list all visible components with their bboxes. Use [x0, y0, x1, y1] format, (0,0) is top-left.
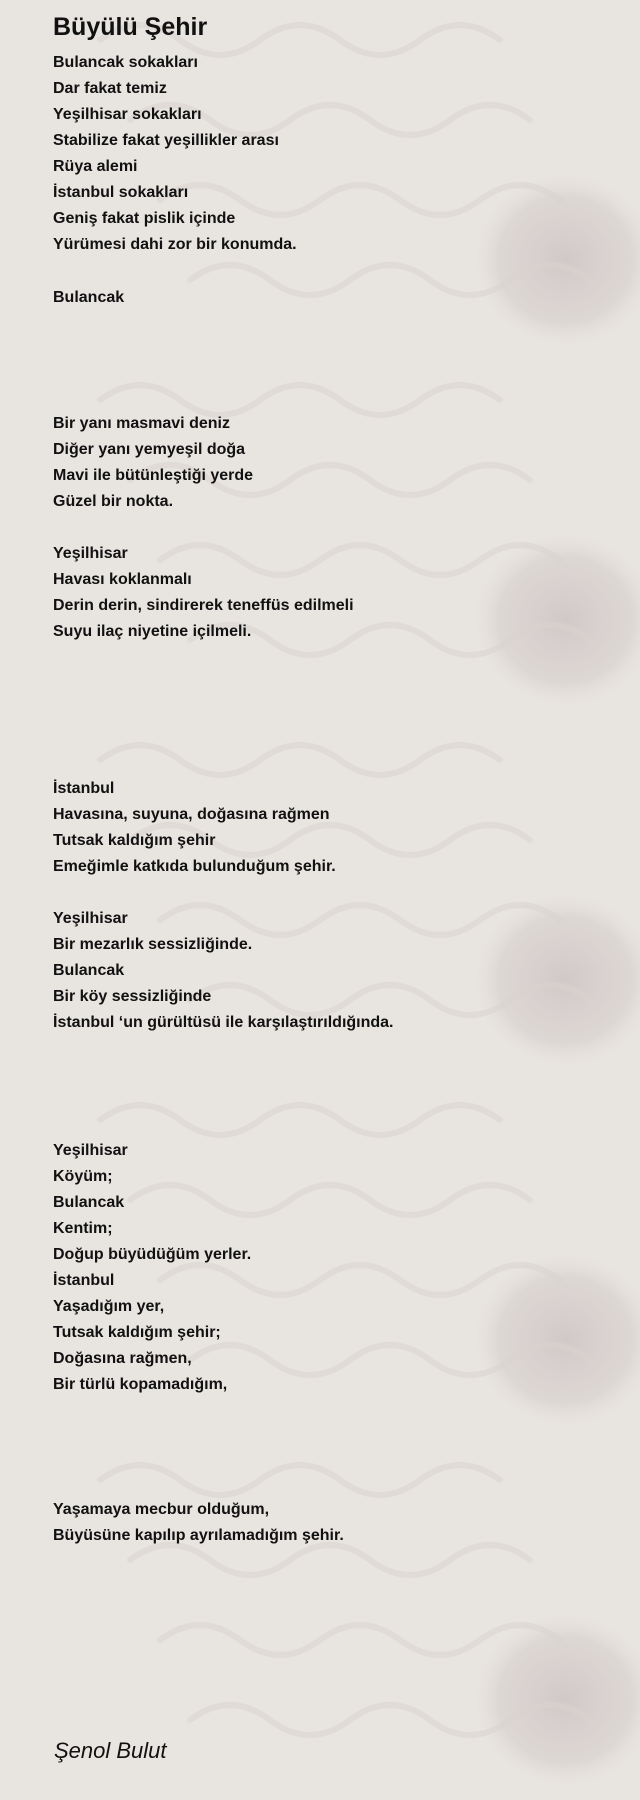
poem-line: Suyu ilaç niyetine içilmeli. — [53, 623, 252, 640]
poem-line: İstanbul — [53, 780, 115, 797]
script-stroke — [190, 1705, 590, 1735]
poem-line: Köyüm; — [53, 1168, 113, 1185]
poem-line: Bulancak — [53, 962, 125, 979]
poem-line: Güzel bir nokta. — [53, 493, 174, 510]
poem-line: Stabilize fakat yeşillikler arası — [53, 132, 279, 149]
stanza — [53, 411, 253, 515]
poem-line: Tutsak kaldığım şehir — [53, 832, 216, 849]
stanza — [53, 1497, 344, 1549]
poem-line: Dar fakat temiz — [53, 80, 167, 97]
poem-line: Havasına, suyuna, doğasına rağmen — [53, 806, 330, 823]
watermark-blot — [470, 1250, 640, 1430]
watermark-blot — [470, 170, 640, 350]
script-stroke — [130, 1545, 530, 1575]
poem-line: Bulancak — [53, 1194, 125, 1211]
poem-line: İstanbul sokakları — [53, 184, 189, 201]
poem-line: Kentim; — [53, 1220, 113, 1237]
poem-line: Bir türlü kopamadığım, — [53, 1376, 228, 1393]
poem-line: Doğasına rağmen, — [53, 1350, 192, 1367]
poem-line: Yeşilhisar — [53, 1142, 128, 1159]
poem-line: Rüya alemi — [53, 158, 138, 175]
poem-line: Yeşilhisar sokakları — [53, 106, 202, 123]
stanza — [53, 906, 394, 1036]
script-stroke — [100, 1465, 500, 1495]
poem-line: Yeşilhisar — [53, 545, 128, 562]
stanza — [53, 285, 124, 311]
stanza — [53, 776, 336, 880]
poem-line: Bir köy sessizliğinde — [53, 988, 212, 1005]
stanza — [53, 1138, 251, 1398]
poem-line: İstanbul — [53, 1272, 115, 1289]
poem-line: Emeğimle katkıda bulunduğum şehir. — [53, 858, 336, 875]
poem-line: Geniş fakat pislik içinde — [53, 210, 236, 227]
poem-line: Yürümesi dahi zor bir konumda. — [53, 236, 297, 253]
poem-title: Büyülü Şehir — [53, 13, 208, 41]
script-stroke — [190, 265, 590, 295]
poem-line: Büyüsüne kapılıp ayrılamadığım şehir. — [53, 1527, 344, 1544]
author-name: Şenol Bulut — [54, 1738, 167, 1763]
poem-line: Havası koklanmalı — [53, 571, 192, 588]
stanza — [53, 541, 354, 645]
poem-line: Derin derin, sindirerek teneffüs edilmeli — [53, 597, 354, 614]
watermark-blot — [470, 890, 640, 1070]
poem-line: Mavi ile bütünleştiği yerde — [53, 467, 254, 484]
stanza — [53, 50, 297, 258]
poem-line: Yeşilhisar — [53, 910, 128, 927]
watermark-blot — [470, 1610, 640, 1790]
script-stroke — [100, 1105, 500, 1135]
script-stroke — [100, 745, 500, 775]
poem-line: Diğer yanı yemyeşil doğa — [53, 441, 246, 458]
poem-line: Tutsak kaldığım şehir; — [53, 1324, 221, 1341]
poem-line: Bulancak — [53, 289, 125, 306]
poem-line: Yaşamaya mecbur olduğum, — [53, 1501, 270, 1518]
poem-line: Doğup büyüdüğüm yerler. — [53, 1246, 252, 1263]
poem-line: Yaşadığım yer, — [53, 1298, 165, 1315]
poem-line: İstanbul ‘un gürültüsü ile karşılaştırıldığında. — [53, 1014, 394, 1031]
poem-line: Bir mezarlık sessizliğinde. — [53, 936, 253, 953]
watermark-blot — [470, 530, 640, 710]
script-stroke — [160, 1625, 560, 1655]
poem-line: Bulancak sokakları — [53, 54, 198, 71]
poem-line: Bir yanı masmavi deniz — [53, 415, 230, 432]
